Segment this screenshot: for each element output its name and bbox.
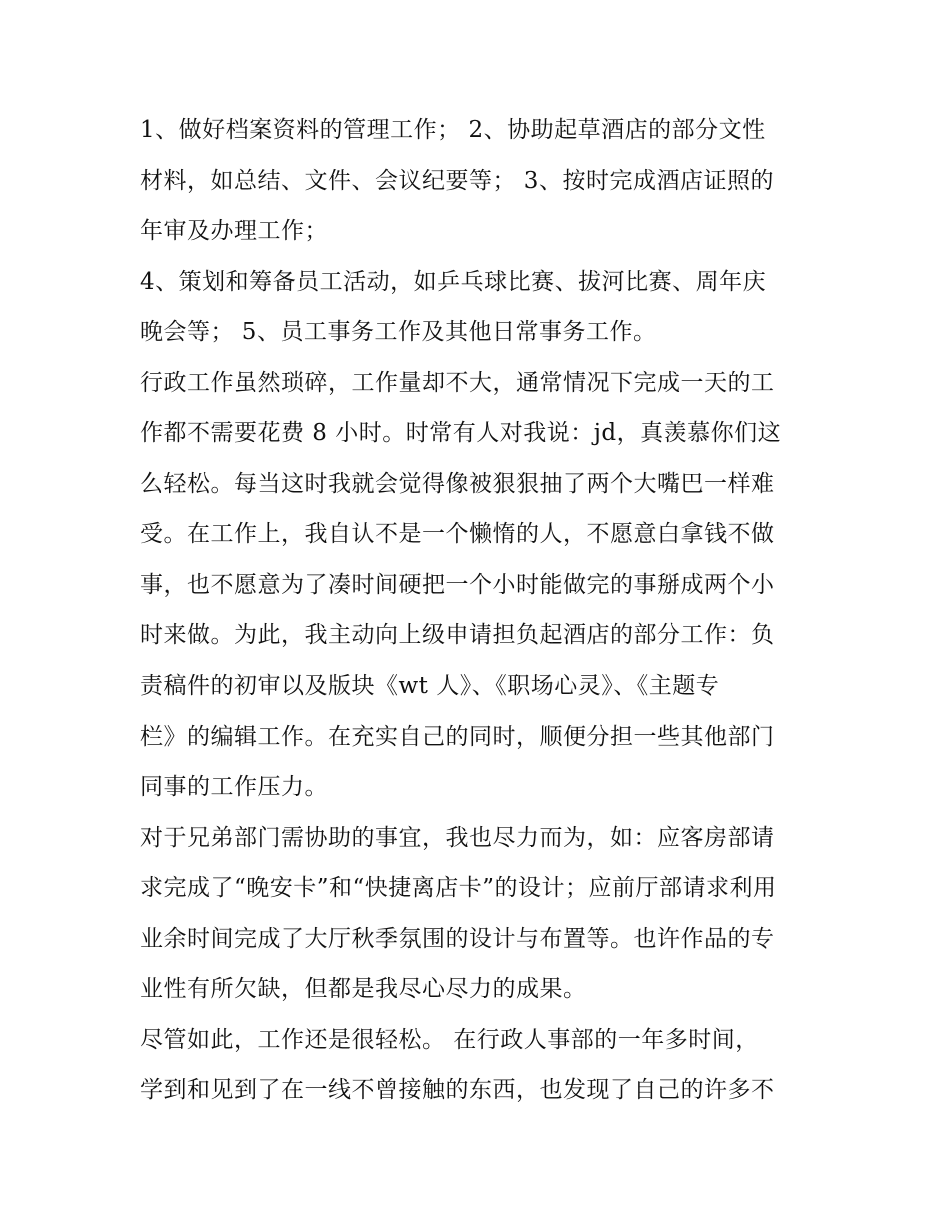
text-line: 事，也不愿意为了凑时间硬把一个小时能做完的事掰成两个小 [140,572,775,598]
text-line: 业性有所欠缺，但都是我尽心尽力的成果。 [140,976,587,1002]
text-line: 行政工作虽然琐碎，工作量却不大，通常情况下完成一天的工 [140,370,775,396]
text-line: 责稿件的初审以及版块《wt 人》、《职场心灵》、《主题专 [140,673,720,699]
text-line: 栏》的编辑工作。在充实自己的同时，顺便分担一些其他部门 [140,724,775,750]
text-line: 时来做。为此，我主动向上级申请担负起酒店的部分工作：负 [140,622,775,648]
text-line: 1、做好档案资料的管理工作； 2、协助起草酒店的部分文性 [140,117,766,143]
text-line: 尽管如此，工作还是很轻松。 在行政人事部的一年多时间， [140,1027,759,1053]
text-line: 晚会等； 5、员工事务工作及其他日常事务工作。 [140,319,657,345]
text-line: 么轻松。每当这时我就会觉得像被狠狠抽了两个大嘴巴一样难 [140,471,775,497]
text-line: 材料，如总结、文件、会议纪要等； 3、按时完成酒店证照的 [140,168,774,194]
text-line: 对于兄弟部门需协助的事宜，我也尽力而为，如：应客房部请 [140,825,775,851]
text-line: 学到和见到了在一线不曾接触的东西，也发现了自己的许多不 [140,1077,775,1103]
text-line: 受。在工作上，我自认不是一个懒惰的人，不愿意白拿钱不做 [140,521,775,547]
text-line: 年审及办理工作； [140,218,328,244]
text-line: 求完成了“晚安卡”和“快捷离店卡”的设计；应前厅部请求利用 [140,875,777,901]
text-line: 4、策划和筹备员工活动，如乒乓球比赛、拔河比赛、周年庆 [140,269,767,295]
text-line: 同事的工作压力。 [140,774,328,800]
text-line: 作都不需要花费 8 小时。时常有人对我说：jd，真羡慕你们这 [140,420,782,446]
text-line: 业余时间完成了大厅秋季氛围的设计与布置等。也许作品的专 [140,926,775,952]
